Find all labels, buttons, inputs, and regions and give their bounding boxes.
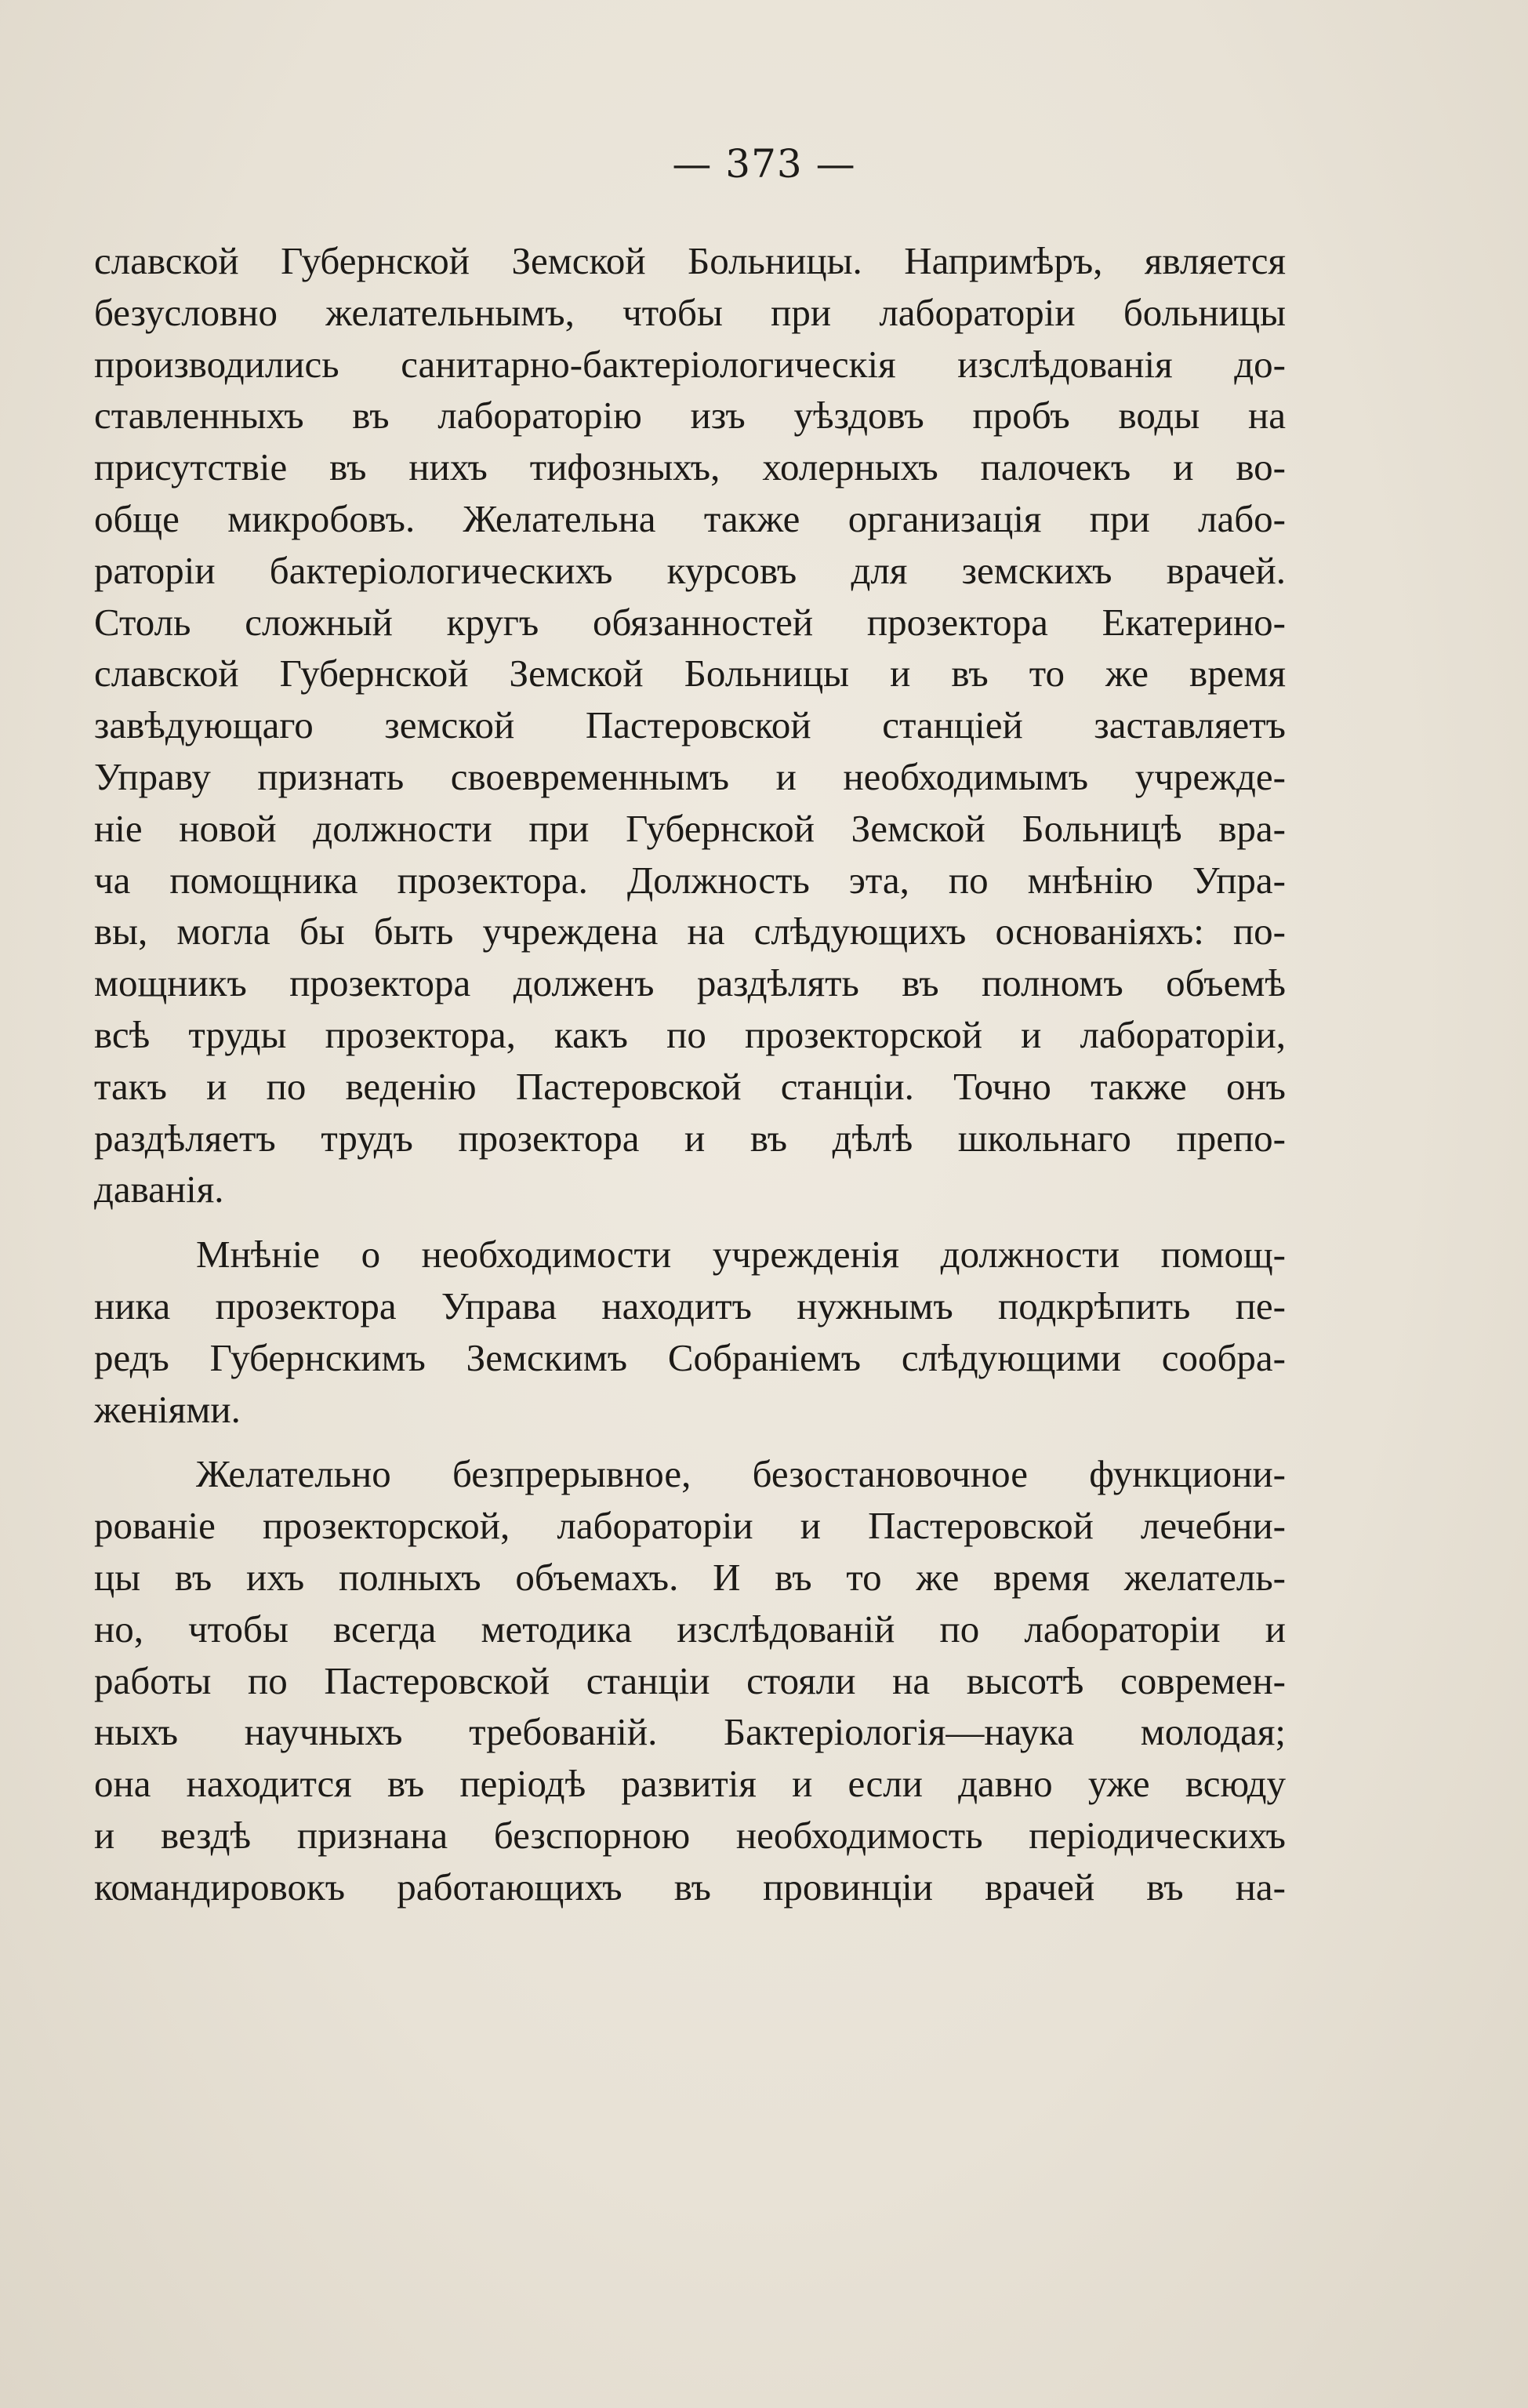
text-line: ныхъ научныхъ требованій. Бактеріологія—наука молодая; — [94, 1710, 1286, 1754]
text-line: ча помощника прозектора. Должность эта, по мнѣнію Упра- — [94, 858, 1286, 902]
text-line: производились санитарно-бактеріологическія изслѣдованія до- — [94, 342, 1286, 386]
paragraph-3 — [94, 1448, 1286, 1912]
text-line: такъ и по веденію Пастеровской станціи. Точно также онъ — [94, 1064, 1286, 1108]
text-line: работы по Пастеровской станціи стояли на высотѣ современ- — [94, 1658, 1286, 1702]
text-line: Управу признать своевременнымъ и необходимымъ учрежде- — [94, 754, 1286, 798]
text-line: ставленныхъ въ лабораторію изъ уѣздовъ пробъ воды на — [94, 394, 1286, 438]
paragraph-2 — [94, 1229, 1286, 1435]
page-number: — 373 — — [672, 141, 856, 187]
text-line: цы въ ихъ полныхъ объемахъ. И въ то же время желатель- — [94, 1555, 1286, 1599]
text-line: редъ Губернскимъ Земскимъ Собраніемъ слѣдующими сообра- — [94, 1335, 1286, 1379]
text-line: даванія. — [94, 1168, 224, 1211]
text-line: ніе новой должности при Губернской Земской Больницѣ вра- — [94, 806, 1286, 850]
text-line: завѣдующаго земской Пастеровской станціей заставляетъ — [94, 703, 1286, 747]
text-line: женіями. — [94, 1387, 241, 1431]
text-line: Мнѣніе о необходимости учрежденія должности помощ- — [196, 1233, 1286, 1277]
text-line: вы, могла бы быть учреждена на слѣдующихъ основаніяхъ: по- — [94, 910, 1286, 953]
text-line: рованіе прозекторской, лабораторіи и Пастеровской лечебни- — [94, 1504, 1286, 1548]
text-line: безусловно желательнымъ, чтобы при лабораторіи больницы — [94, 290, 1286, 334]
text-line: славской Губернской Земской Больницы и въ то же время — [94, 652, 1286, 696]
text-line: она находится въ періодѣ развитія и если давно уже всюду — [94, 1762, 1286, 1806]
text-line: обще микробовъ. Желательна также организація при лабо- — [94, 496, 1286, 540]
text-line: Столь сложный кругъ обязанностей прозектора Екатерино- — [94, 600, 1286, 644]
paragraph-1 — [94, 235, 1286, 1215]
text-line: раздѣляетъ трудъ прозектора и въ дѣлѣ школьнаго препо- — [94, 1116, 1286, 1160]
text-line: славской Губернской Земской Больницы. Напримѣръ, является — [94, 239, 1286, 282]
text-line: и вездѣ признана безспорною необходимость періодическихъ — [94, 1813, 1286, 1857]
body-text — [94, 235, 1286, 1913]
text-line: мощникъ прозектора долженъ раздѣлять въ полномъ объемѣ — [94, 961, 1286, 1005]
text-line: присутствіе въ нихъ тифозныхъ, холерныхъ палочекъ и во- — [94, 445, 1286, 489]
text-line: ника прозектора Управа находитъ нужнымъ подкрѣпить пе- — [94, 1284, 1286, 1327]
text-line: всѣ труды прозектора, какъ по прозекторской и лабораторіи, — [94, 1012, 1286, 1056]
text-line: раторіи бактеріологическихъ курсовъ для земскихъ врачей. — [94, 548, 1286, 592]
text-line: но, чтобы всегда методика изслѣдованій по лабораторіи и — [94, 1607, 1286, 1651]
text-line: командировокъ работающихъ въ провинціи врачей въ на- — [94, 1865, 1286, 1909]
text-line: Желательно безпрерывное, безостановочное функциони- — [196, 1452, 1286, 1496]
